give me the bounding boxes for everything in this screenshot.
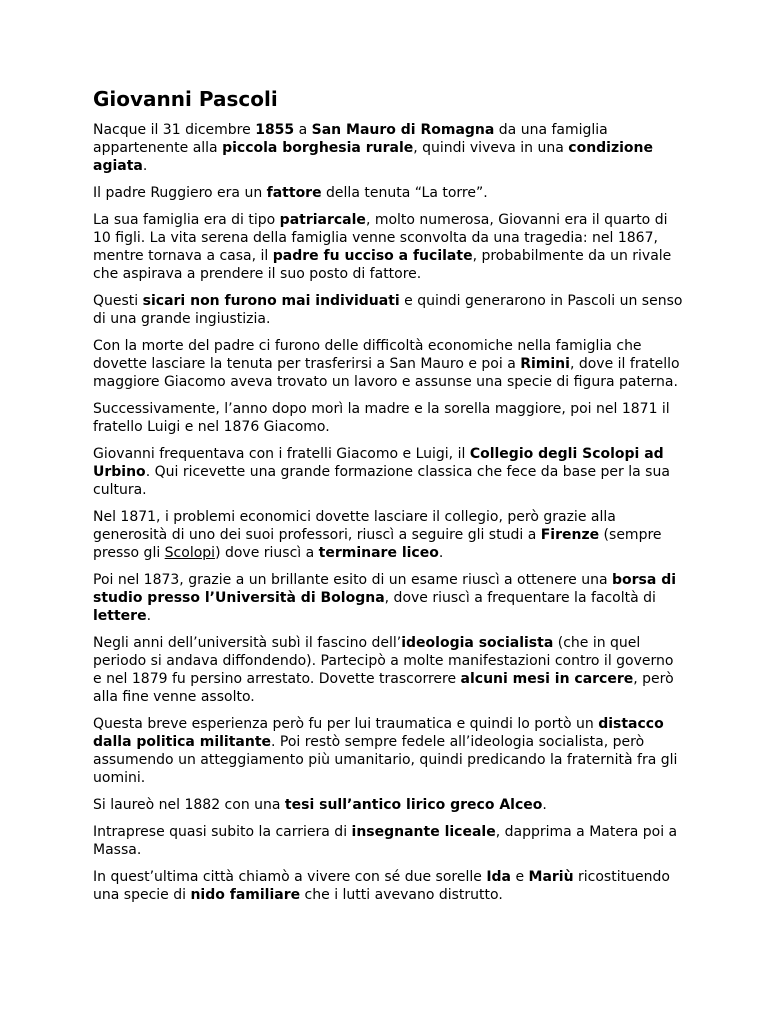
text-run: della tenuta “La torre”. (321, 185, 488, 201)
document-page (93, 86, 683, 913)
bold-text: patriarcale (279, 212, 366, 228)
paragraph (93, 571, 683, 625)
bold-text: ideologia socialista (401, 635, 554, 651)
text-run: ) dove riuscì a (215, 545, 319, 561)
paragraph (93, 508, 683, 562)
bold-text: Mariù (528, 869, 574, 885)
underlined-text: Scolopi (164, 545, 216, 561)
paragraph (93, 796, 683, 814)
text-run: . (438, 545, 444, 561)
bold-text: fattore (266, 185, 322, 201)
paragraph (93, 445, 683, 499)
text-run: In quest’ultima città chiamò a vivere con sé due sorelle (93, 869, 487, 885)
bold-text: insegnante liceale (351, 824, 496, 840)
bold-text: padre fu ucciso a fucilate (272, 248, 473, 264)
text-run: Nacque il 31 dicembre (93, 122, 256, 138)
text-run: . (146, 608, 152, 624)
text-run: . Poi restò sempre fedele all’ideologia socialista, però assumendo un atteggiamento più umanitario, quindi predicando la fraternità fra gli uomini. (93, 734, 678, 786)
text-run: La sua famiglia era di tipo (93, 212, 280, 228)
text-run: , molto numerosa, Giovanni era il quarto di 10 figli. La vita serena della famiglia venne sconvolta da una tragedia: nel 1867, mentre tornava a casa, il (93, 212, 668, 264)
text-run: , dove il fratello maggiore Giacomo aveva trovato un lavoro e assunse una specie di figura paterna. (93, 356, 680, 390)
text-run: Poi nel 1873, grazie a un brillante esito di un esame riuscì a ottenere una (93, 572, 612, 588)
text-run: . (142, 158, 148, 174)
text-run: a (294, 122, 312, 138)
bold-text: Rimini (520, 356, 570, 372)
bold-text: nido familiare (190, 887, 301, 903)
text-run: , dove riuscì a frequentare la facoltà di (384, 590, 656, 606)
bold-text: tesi sull’antico lirico greco Alceo (284, 797, 543, 813)
bold-text: piccola borghesia rurale (222, 140, 414, 156)
paragraph (93, 121, 683, 175)
text-run: . Qui ricevette una grande formazione classica che fece da base per la sua cultura. (93, 464, 670, 498)
text-run: che i lutti avevano distrutto. (300, 887, 503, 903)
bold-text: alcuni mesi in carcere (460, 671, 634, 687)
text-run: , però alla fine venne assolto. (93, 671, 674, 705)
paragraph (93, 400, 683, 436)
text-run: . (542, 797, 547, 813)
paragraph (93, 823, 683, 859)
paragraph (93, 211, 683, 283)
paragraph (93, 634, 683, 706)
bold-text: condizione agiata (93, 140, 654, 174)
text-run: Negli anni dell’università subì il fascino dell’ (93, 635, 402, 651)
bold-text: borsa di studio presso l’Università di Bologna (93, 572, 677, 606)
bold-text: sicari non furono mai individuati (142, 293, 400, 309)
text-run: Successivamente, l’anno dopo morì la madre e la sorella maggiore, poi nel 1871 il fratello Luigi e nel 1876 Giacomo. (93, 401, 670, 435)
text-run: Questi (93, 293, 143, 309)
paragraph (93, 292, 683, 328)
text-run: e quindi generarono in Pascoli un senso di una grande ingiustizia. (93, 293, 683, 327)
document-body (93, 121, 683, 904)
text-run: e (511, 869, 529, 885)
bold-text: terminare liceo (318, 545, 439, 561)
paragraph (93, 337, 683, 391)
text-run: , probabilmente da un rivale che aspirava a prendere il suo posto di fattore. (93, 248, 672, 282)
text-run: Si laureò nel 1882 con una (93, 797, 285, 813)
text-run: Con la morte del padre ci furono delle difficoltà economiche nella famiglia che dovette lasciare la tenuta per trasferirsi a San Mauro e poi a (93, 338, 642, 372)
bold-text: Ida (486, 869, 511, 885)
bold-text: lettere (93, 608, 147, 624)
bold-text: 1855 (255, 122, 295, 138)
bold-text: Collegio degli Scolopi ad Urbino (93, 446, 664, 480)
bold-text: San Mauro di Romagna (311, 122, 495, 138)
text-run: Questa breve esperienza però fu per lui traumatica e quindi lo portò un (93, 716, 599, 732)
paragraph (93, 868, 683, 904)
bold-text: Firenze (540, 527, 600, 543)
text-run: Giovanni frequentava con i fratelli Giacomo e Luigi, il (93, 446, 470, 462)
text-run: , dapprima a Matera poi a Massa. (93, 824, 678, 858)
text-run: Il padre Ruggiero era un (93, 185, 267, 201)
document-title: Giovanni Pascoli (93, 87, 278, 111)
text-run: da una famiglia appartenente alla (93, 122, 608, 156)
text-run: (sempre presso gli (93, 527, 662, 561)
paragraph (93, 715, 683, 787)
text-run: (che in quel periodo si andava diffondendo). Partecipò a molte manifestazioni contro il governo e nel 1879 fu persino arrestato. Dovette trascorrere (93, 635, 674, 687)
paragraph (93, 184, 683, 202)
text-run: Intraprese quasi subito la carriera di (93, 824, 352, 840)
text-run: ricostituendo una specie di (93, 869, 670, 903)
bold-text: distacco dalla politica militante (93, 716, 664, 750)
text-run: , quindi viveva in una (413, 140, 569, 156)
text-run: Nel 1871, i problemi economici dovette lasciare il collegio, però grazie alla generosità di uno dei suoi professori, riuscì a seguire gli studi a (93, 509, 616, 543)
